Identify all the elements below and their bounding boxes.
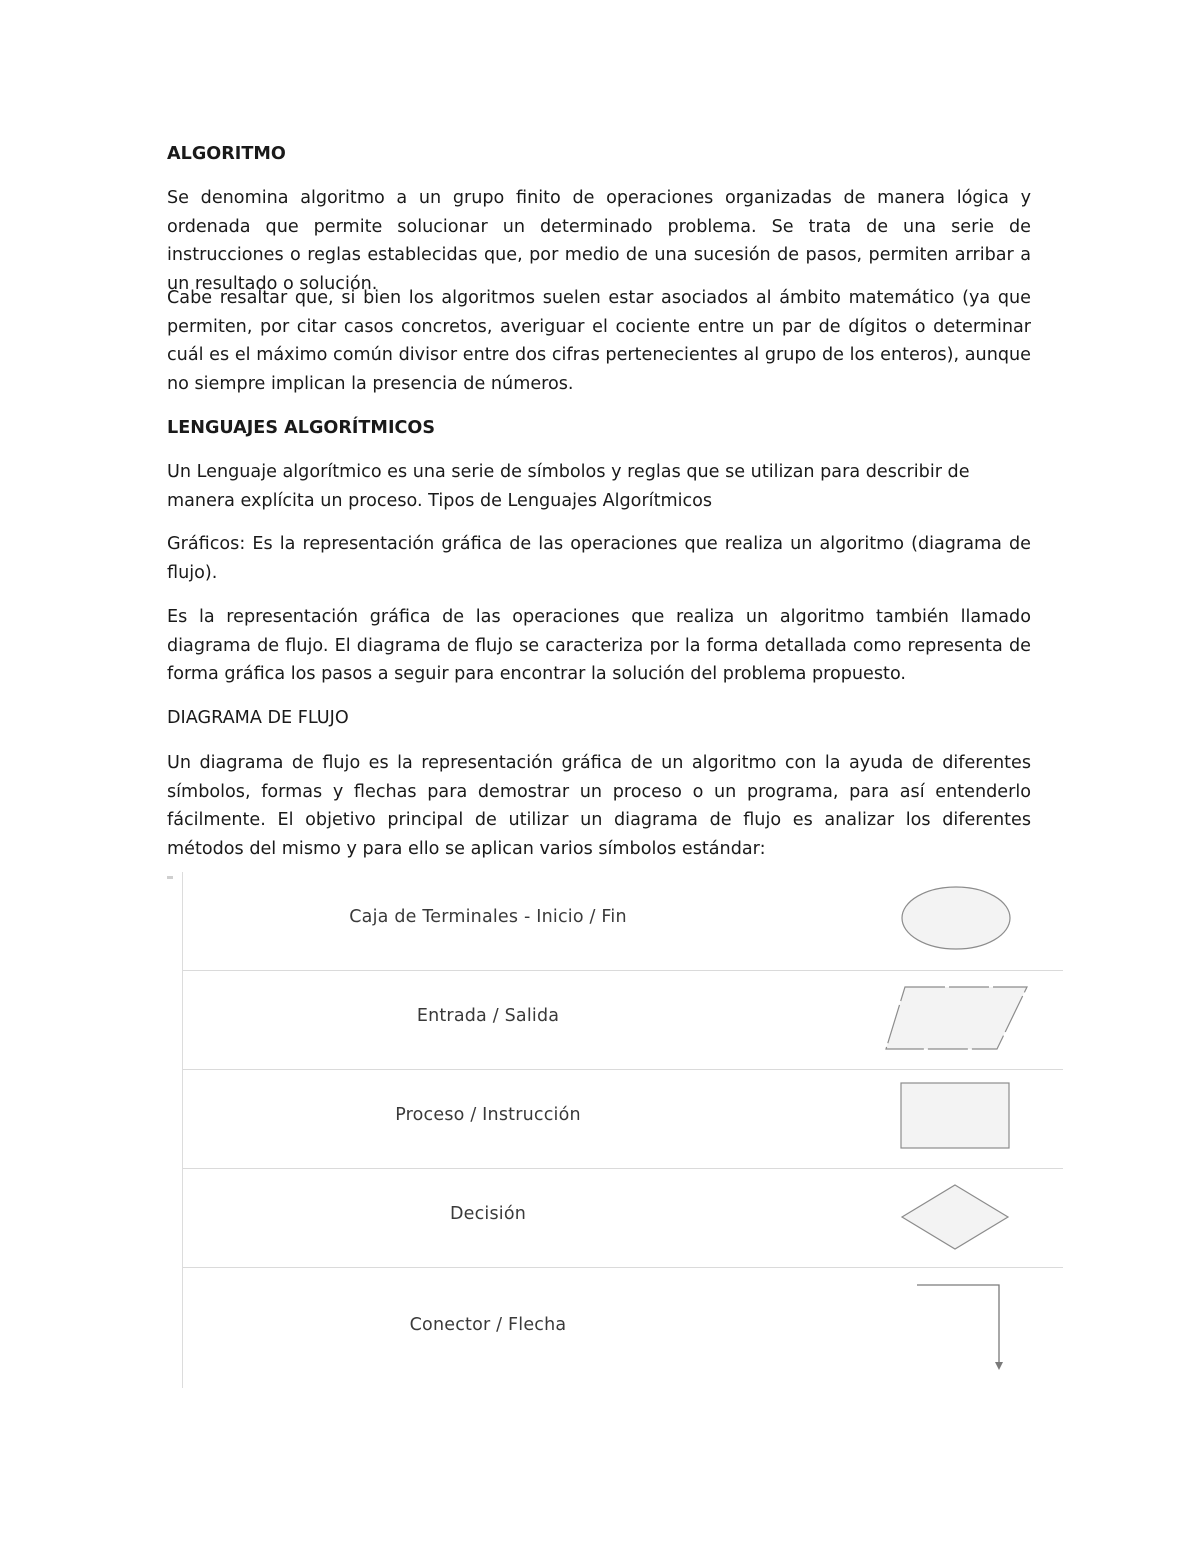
process-rectangle-icon — [899, 1081, 1011, 1151]
paragraph-diagrama-de-flujo: Un diagrama de flujo es la representación gráfica de un algoritmo con la ayuda de diferentes símbolos, formas y flechas para demostrar un proceso o un programa, para así entenderlo fácilmente. El objetivo principal de utilizar un diagrama de flujo es analizar los diferentes métodos del mismo y para ello se aplican varios símbolos estándar: — [167, 753, 1031, 859]
symbol-label: Conector / Flecha — [409, 1315, 567, 1335]
symbol-label: Decisión — [449, 1204, 527, 1224]
heading-diagrama-de-flujo: DIAGRAMA DE FLUJO — [167, 708, 349, 728]
symbol-row-decision — [183, 1169, 1063, 1268]
decision-diamond-icon — [899, 1182, 1011, 1252]
flowchart-symbols-table — [182, 872, 1065, 1388]
terminal-ellipse-icon — [898, 884, 1014, 952]
paragraph-representacion-grafica: Es la representación gráfica de las operaciones que realiza un algoritmo también llamado diagrama de flujo. El diagrama de flujo se caracteriza por la forma detallada como representa de forma gráfica los pasos a seguir para encontrar la solución del problema propuesto. — [167, 607, 1031, 685]
symbol-label: Caja de Terminales - Inicio / Fin — [349, 907, 627, 927]
image-anchor-marker — [167, 876, 173, 879]
paragraph-graficos: Gráficos: Es la representación gráfica de las operaciones que realiza un algoritmo (diagrama de flujo). — [167, 534, 1031, 583]
symbol-label: Proceso / Instrucción — [395, 1105, 581, 1125]
symbol-label: Entrada / Salida — [416, 1006, 560, 1026]
symbol-row-process — [183, 1070, 1063, 1169]
heading-lenguajes-algoritmicos: LENGUAJES ALGORÍTMICOS — [167, 418, 436, 438]
input-output-parallelogram-icon — [883, 985, 1029, 1053]
symbol-row-terminal — [183, 872, 1063, 971]
paragraph-ambito-matematico: Cabe resaltar que, si bien los algoritmos suelen estar asociados al ámbito matemático (ya que permiten, por citar casos concretos, averiguar el cociente entre un par de dígitos o determinar cuál es el máximo común divisor entre dos cifras pertenecientes al grupo de los enteros), aunque no siempre implican la presencia de números. — [167, 288, 1031, 394]
paragraph-definicion-algoritmo: Se denomina algoritmo a un grupo finito de operaciones organizadas de manera lógica y ordenada que permite solucionar un determinado problema. Se trata de una serie de instrucciones o reglas establecidas que, por medio de una sucesión de pasos, permiten arribar a un resultado o solución. — [167, 188, 1031, 294]
symbol-row-connector — [183, 1268, 1063, 1389]
symbol-row-input-output — [183, 971, 1063, 1070]
connector-arrow-icon — [913, 1282, 1007, 1374]
paragraph-lenguaje-algoritmico: Un Lenguaje algorítmico es una serie de símbolos y reglas que se utilizan para describir de manera explícita un proceso. Tipos de Lenguajes Algorítmicos — [167, 462, 970, 511]
heading-algoritmo: ALGORITMO — [167, 144, 286, 164]
